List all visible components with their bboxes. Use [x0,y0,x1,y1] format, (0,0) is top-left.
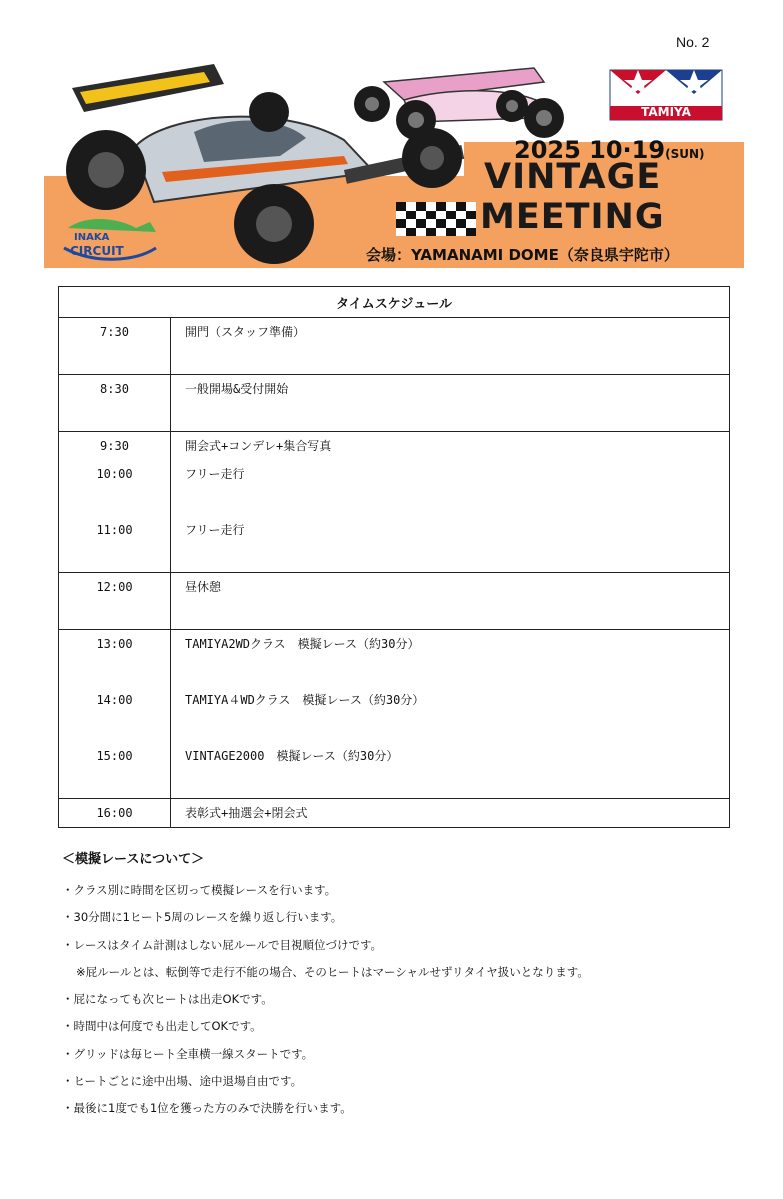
time-cell [59,318,171,375]
activity-value: 開門（スタッフ準備） [185,325,306,339]
note-item: ・グリッドは毎ヒート全車横一線スタートです。 [62,1046,314,1061]
note-item: ・30分間に1ヒート5周のレースを繰り返し行います。 [62,910,343,925]
time-cell [59,630,171,799]
schedule-row [59,799,730,828]
event-venue: 会場：YAMANAMI DOME（奈良県宇陀市） [366,246,679,264]
activity-value: 表彰式+抽選会+閉会式 [185,806,308,820]
time-cell [59,432,171,573]
note-item: ・屁になっても次ヒートは出走OKです。 [62,992,273,1007]
activity-cell [171,432,730,573]
activity-value: 一般開場&受付開始 [185,382,289,396]
circuit-logo-top: INAKA [74,232,110,243]
notes-title: ＜模擬レースについて＞ [62,852,205,867]
time-cell [59,799,171,828]
activity-cell [171,375,730,432]
note-item: ・レースはタイム計測はしない屁ルールで目視順位づけです。 [62,937,383,952]
time-value: 9:30 [100,439,129,453]
brand-logo-label: TAMIYA [641,105,691,119]
activity-value: 開会式+コンデレ+集合写真 [185,439,332,453]
time-value: 12:00 [96,580,133,594]
event-banner [44,52,744,268]
time-value: 13:00 [96,637,133,651]
time-value: 16:00 [96,806,133,820]
activity-value: TAMIYA2WDクラス 模擬レース（約30分） [185,637,420,651]
time-value: 10:00 [96,467,133,481]
schedule-row [59,432,730,573]
schedule-row [59,375,730,432]
event-title-line2: MEETING [480,197,665,237]
activity-cell [171,630,730,799]
time-cell [59,573,171,630]
time-value: 11:00 [96,523,133,537]
schedule-title: タイムスケジュール [59,287,730,318]
schedule-row [59,318,730,375]
activity-value: フリー走行 [185,523,245,537]
activity-value: VINTAGE2000 模擬レース（約30分） [185,749,399,763]
activity-value: TAMIYA４WDクラス 模擬レース（約30分） [185,693,425,707]
note-item: ※屁ルールとは、転倒等で走行不能の場合、そのヒートはマーシャルせずリタイヤ扱いとなります。 [76,964,589,979]
event-day: (SUN) [665,147,705,161]
checkered-flag-icon [396,202,476,236]
schedule-table [58,286,730,828]
event-date-value: 2025 10·19 [514,136,666,164]
schedule-row [59,630,730,799]
time-value: 14:00 [96,693,133,707]
activity-value: フリー走行 [185,467,245,481]
time-value: 8:30 [100,382,129,396]
activity-value: 昼休憩 [185,580,222,594]
note-item: ・クラス別に時間を区切って模擬レースを行います。 [62,883,337,897]
race-notes [62,848,752,1123]
circuit-logo-bottom: CIRCUIT [70,244,124,258]
page-number: No. 2 [676,34,710,50]
schedule-row [59,573,730,630]
event-title-line1: VINTAGE [484,157,662,197]
time-value: 15:00 [96,749,133,763]
time-value: 7:30 [100,325,129,339]
activity-cell [171,318,730,375]
time-cell [59,375,171,432]
note-item: ・時間中は何度でも出走してOKです。 [62,1019,262,1034]
activity-cell [171,573,730,630]
note-item: ・最後に1度でも1位を獲った方のみで決勝を行います。 [62,1101,352,1116]
note-item: ・ヒートごとに途中出場、途中退場自由です。 [62,1074,303,1089]
activity-cell [171,799,730,828]
